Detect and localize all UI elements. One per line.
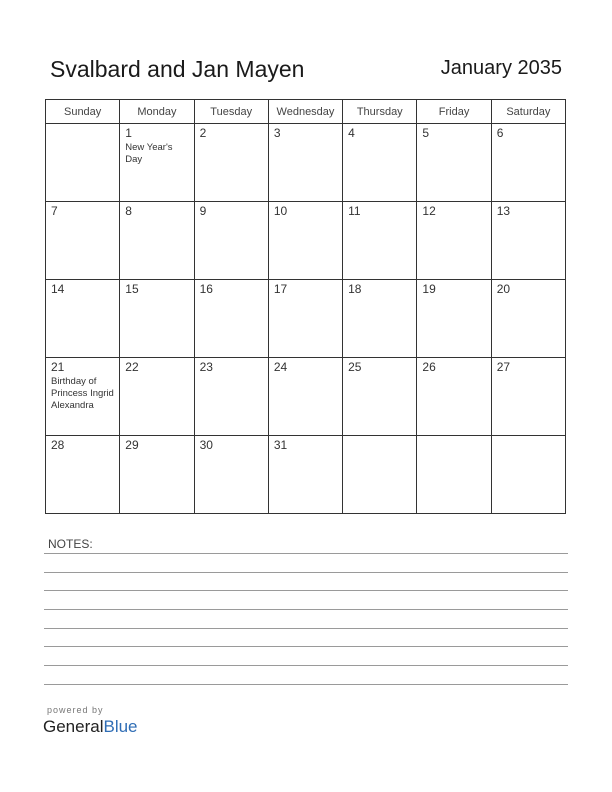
notes-line <box>44 590 568 591</box>
weekday-sunday: Sunday <box>46 100 120 124</box>
day-number <box>343 436 416 438</box>
day-number: 4 <box>348 126 355 140</box>
day-number: 8 <box>125 204 132 218</box>
day-number: 26 <box>422 360 436 374</box>
day-number <box>492 436 565 438</box>
calendar-day-cell <box>491 436 565 514</box>
calendar-day-cell <box>417 358 491 436</box>
powered-by-text: powered by <box>47 705 104 715</box>
day-number: 1 <box>125 126 132 140</box>
day-number: 22 <box>125 360 139 374</box>
calendar-week-row <box>46 436 566 514</box>
calendar-day-cell <box>46 124 120 202</box>
day-number: 31 <box>273 438 288 452</box>
day-number: 21 <box>51 360 65 374</box>
holiday-label: New Year's Day <box>125 142 173 165</box>
day-number: 25 <box>348 360 362 374</box>
day-number: 7 <box>51 204 58 218</box>
day-number: 9 <box>199 204 207 218</box>
notes-line <box>44 572 568 573</box>
day-number: 19 <box>422 282 436 296</box>
day-number: 17 <box>273 282 288 296</box>
calendar-day-cell <box>268 202 342 280</box>
calendar-day-cell <box>46 202 120 280</box>
generalblue-logo[interactable] <box>43 717 138 737</box>
calendar-day-cell <box>268 280 342 358</box>
calendar-day-cell <box>46 358 120 436</box>
calendar-month-title: January 2035 <box>440 57 562 79</box>
brand-general-text: General <box>43 717 104 736</box>
calendar-day-cell <box>46 436 120 514</box>
calendar-week-row <box>46 202 566 280</box>
calendar-week-row <box>46 124 566 202</box>
calendar-day-cell <box>120 202 194 280</box>
calendar-day-cell <box>120 124 194 202</box>
calendar-day-cell <box>491 124 565 202</box>
calendar-day-cell <box>343 202 417 280</box>
day-number: 12 <box>422 204 436 218</box>
weekday-wednesday: Wednesday <box>268 100 342 124</box>
calendar-day-cell <box>491 202 565 280</box>
weekday-header-row <box>46 100 566 124</box>
calendar-day-cell <box>417 280 491 358</box>
notes-line <box>44 646 568 647</box>
calendar-day-cell <box>343 280 417 358</box>
day-number: 2 <box>199 126 207 140</box>
calendar-day-cell <box>194 124 268 202</box>
calendar-day-cell <box>491 358 565 436</box>
calendar-day-cell <box>194 202 268 280</box>
calendar-day-cell <box>194 280 268 358</box>
day-number: 15 <box>125 282 139 296</box>
day-number <box>417 436 490 438</box>
notes-label: NOTES: <box>48 537 93 551</box>
calendar-day-cell <box>120 436 194 514</box>
calendar-day-cell <box>268 436 342 514</box>
calendar-day-cell <box>343 358 417 436</box>
calendar-day-cell <box>417 436 491 514</box>
day-number: 11 <box>348 204 361 218</box>
day-number: 27 <box>496 360 511 374</box>
day-number: 29 <box>125 438 139 452</box>
calendar-day-cell <box>194 358 268 436</box>
day-number: 20 <box>496 282 511 296</box>
weekday-thursday: Thursday <box>343 100 417 124</box>
calendar-week-row <box>46 280 566 358</box>
calendar-day-cell <box>268 358 342 436</box>
weekday-monday: Monday <box>120 100 194 124</box>
calendar-day-cell <box>343 436 417 514</box>
calendar-day-cell <box>46 280 120 358</box>
day-number: 18 <box>348 282 362 296</box>
calendar-day-cell <box>491 280 565 358</box>
notes-line <box>44 609 568 610</box>
weekday-tuesday: Tuesday <box>194 100 268 124</box>
day-number: 24 <box>273 360 288 374</box>
weekday-saturday: Saturday <box>491 100 565 124</box>
notes-line <box>44 665 568 666</box>
weekday-friday: Friday <box>417 100 491 124</box>
day-number: 10 <box>273 204 288 218</box>
holiday-label: Birthday of Princess Ingrid Alexandra <box>51 376 114 411</box>
day-number: 14 <box>51 282 65 296</box>
day-number <box>46 124 119 126</box>
day-number: 6 <box>496 126 504 140</box>
calendar-country-title: Svalbard and Jan Mayen <box>50 56 305 82</box>
calendar-day-cell <box>268 124 342 202</box>
notes-line <box>44 628 568 629</box>
calendar-week-row <box>46 358 566 436</box>
notes-line <box>44 553 568 554</box>
notes-line <box>44 684 568 685</box>
brand-blue-text: Blue <box>103 717 138 736</box>
day-number: 23 <box>199 360 213 374</box>
calendar-day-cell <box>194 436 268 514</box>
calendar-day-cell <box>417 124 491 202</box>
day-number: 28 <box>51 438 65 452</box>
calendar-grid <box>45 99 566 514</box>
calendar-day-cell <box>343 124 417 202</box>
calendar-day-cell <box>417 202 491 280</box>
calendar-day-cell <box>120 280 194 358</box>
day-number: 5 <box>422 126 430 140</box>
day-number: 3 <box>273 126 281 140</box>
day-number: 13 <box>496 204 511 218</box>
day-number: 30 <box>199 438 213 452</box>
calendar-day-cell <box>120 358 194 436</box>
day-number: 16 <box>199 282 213 296</box>
